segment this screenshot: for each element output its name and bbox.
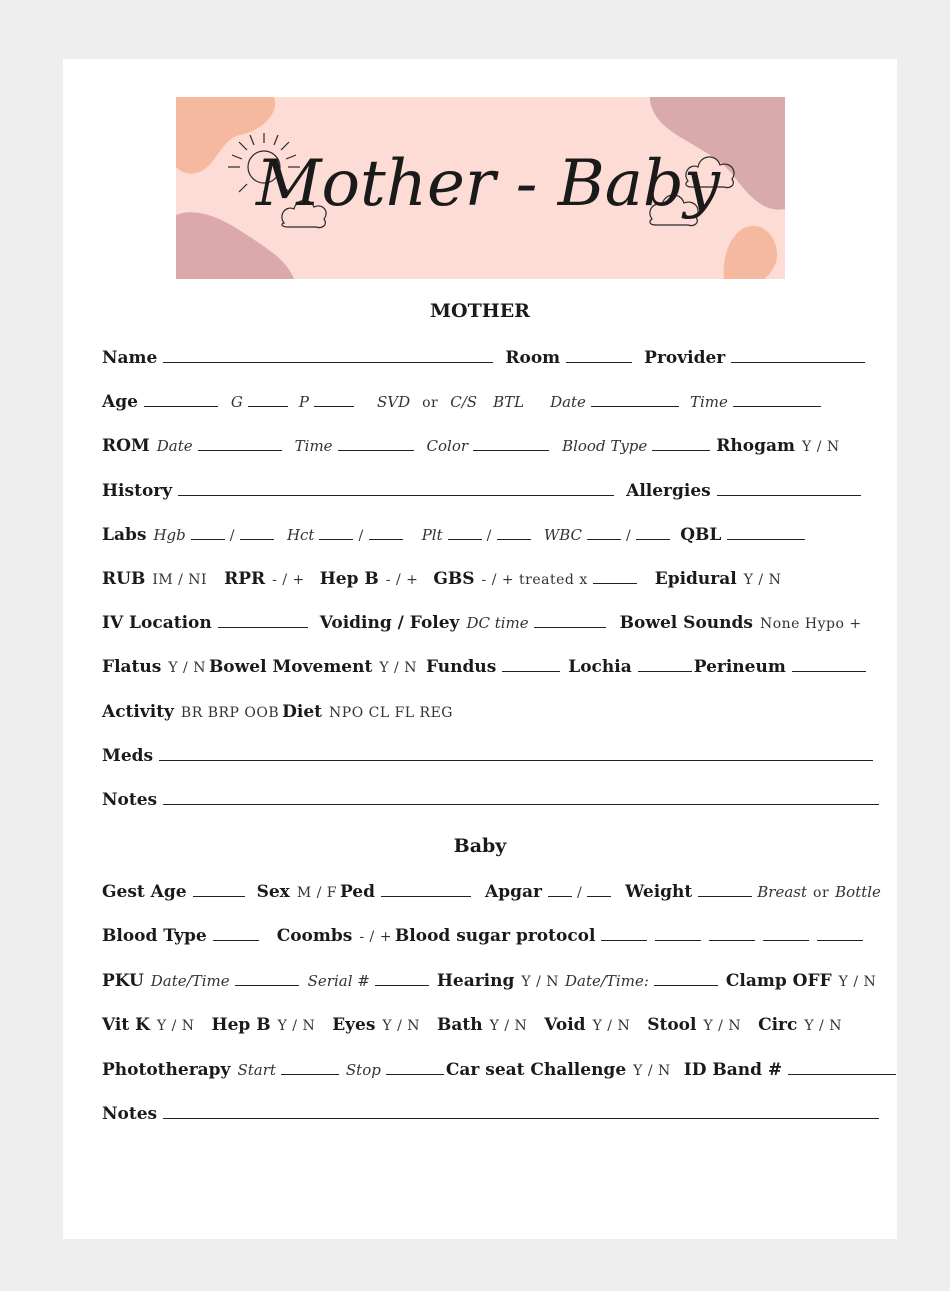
hep-b-label: Hep B bbox=[319, 569, 379, 589]
hct-blank-field[interactable] bbox=[319, 523, 353, 540]
blood-sugar-protocol-blank-field[interactable] bbox=[601, 924, 647, 941]
lochia-label: Lochia bbox=[568, 657, 632, 678]
time-sublabel: Time bbox=[689, 393, 728, 412]
stop-blank-field[interactable] bbox=[386, 1058, 444, 1075]
bottle-sublabel: Bottle bbox=[835, 883, 881, 901]
qbl-label: QBL bbox=[680, 524, 722, 545]
eyes-options[interactable]: Y / N bbox=[382, 1018, 421, 1035]
baby-row bbox=[102, 1013, 845, 1037]
rpr-label: RPR bbox=[224, 569, 266, 589]
blood-sugar-protocol-blank-field[interactable] bbox=[763, 924, 809, 941]
date-time-blank-field[interactable] bbox=[235, 969, 299, 986]
color-blank-field[interactable] bbox=[473, 434, 549, 451]
lochia-blank-field[interactable] bbox=[638, 655, 692, 672]
meds-label: Meds bbox=[102, 745, 154, 766]
notes-label: Notes bbox=[102, 790, 158, 810]
mother-row bbox=[102, 567, 784, 591]
serial-sublabel: Serial # bbox=[307, 971, 370, 990]
wbc-blank-field[interactable] bbox=[587, 523, 621, 540]
p-sublabel: P bbox=[298, 393, 309, 412]
age-label: Age bbox=[102, 392, 138, 413]
room-label: Room bbox=[505, 348, 561, 368]
hct-blank-field[interactable] bbox=[369, 523, 403, 540]
ped-blank-field[interactable] bbox=[381, 880, 471, 897]
hearing-options[interactable]: Y / N bbox=[521, 973, 559, 990]
blood-sugar-protocol-blank-field[interactable] bbox=[655, 924, 701, 941]
sex-options[interactable]: M / F bbox=[296, 885, 337, 901]
allergies-blank-field[interactable] bbox=[717, 479, 861, 496]
weight-label: Weight bbox=[625, 882, 693, 902]
dc-time-sublabel: DC time bbox=[466, 614, 529, 633]
mother-row bbox=[102, 744, 875, 768]
bowel-sounds-options[interactable]: None Hypo + bbox=[759, 616, 862, 633]
date-sublabel: Date bbox=[156, 437, 193, 456]
wbc-blank-field[interactable] bbox=[636, 523, 670, 540]
activity-label: Activity bbox=[102, 701, 174, 722]
name-blank-field[interactable] bbox=[163, 346, 493, 363]
bath-label: Bath bbox=[437, 1015, 483, 1036]
blood-type-sublabel: Blood Type bbox=[562, 437, 648, 456]
mother-row bbox=[102, 788, 881, 812]
blood-type-blank-field[interactable] bbox=[213, 924, 259, 941]
time-blank-field[interactable] bbox=[338, 434, 414, 451]
car-seat-challenge-options[interactable]: Y / N bbox=[633, 1062, 671, 1079]
meds-blank-field[interactable] bbox=[159, 744, 873, 761]
hgb-options[interactable]: / bbox=[229, 527, 235, 544]
start-blank-field[interactable] bbox=[281, 1058, 339, 1075]
blood-sugar-protocol-blank-field[interactable] bbox=[817, 924, 863, 941]
epidural-label: Epidural bbox=[654, 569, 737, 589]
rub-options[interactable]: IM / NI bbox=[152, 572, 208, 588]
hgb-sublabel: Hgb bbox=[153, 525, 186, 544]
hep-b-options[interactable]: - / + bbox=[385, 572, 419, 588]
gest-age-blank-field[interactable] bbox=[193, 880, 245, 897]
flatus-options[interactable]: Y / N bbox=[168, 660, 206, 677]
perineum-blank-field[interactable] bbox=[792, 655, 866, 672]
gbs-blank-field[interactable] bbox=[593, 567, 637, 584]
blood-sugar-protocol-label: Blood sugar protocol bbox=[394, 926, 596, 947]
stool-label: Stool bbox=[647, 1015, 697, 1036]
iv-location-blank-field[interactable] bbox=[218, 611, 308, 628]
bowel-sounds-label: Bowel Sounds bbox=[619, 613, 753, 634]
plt-blank-field[interactable] bbox=[448, 523, 482, 540]
bath-options[interactable]: Y / N bbox=[489, 1018, 528, 1035]
flatus-label: Flatus bbox=[102, 657, 162, 678]
fundus-blank-field[interactable] bbox=[502, 655, 560, 672]
date-time-sublabel: Date/Time bbox=[150, 971, 230, 990]
color-sublabel: Color bbox=[426, 437, 469, 456]
mother-row bbox=[102, 434, 843, 458]
date-blank-field[interactable] bbox=[591, 390, 679, 407]
blood-sugar-protocol-blank-field[interactable] bbox=[709, 924, 755, 941]
name-label: Name bbox=[102, 348, 158, 368]
hearing-label: Hearing bbox=[436, 970, 515, 991]
clamp-off-options[interactable]: Y / N bbox=[838, 973, 877, 990]
mother-row bbox=[102, 611, 865, 635]
mother-row bbox=[102, 700, 456, 724]
mother-row bbox=[102, 479, 863, 503]
hct-options[interactable]: / bbox=[358, 527, 364, 544]
gest-age-label: Gest Age bbox=[102, 882, 187, 902]
mother-row bbox=[102, 655, 868, 679]
circ-options[interactable]: Y / N bbox=[804, 1018, 842, 1035]
fundus-label: Fundus bbox=[425, 657, 497, 678]
breast-options[interactable]: or bbox=[813, 885, 830, 901]
date-blank-field[interactable] bbox=[198, 434, 282, 451]
diet-label: Diet bbox=[282, 701, 323, 722]
rub-label: RUB bbox=[102, 569, 146, 589]
time-sublabel: Time bbox=[294, 437, 333, 456]
blood-type-blank-field[interactable] bbox=[652, 434, 710, 451]
dc-time-blank-field[interactable] bbox=[534, 611, 606, 628]
rom-label: ROM bbox=[102, 436, 150, 457]
stool-options[interactable]: Y / N bbox=[703, 1018, 742, 1035]
plt-options[interactable]: / bbox=[486, 527, 492, 544]
hep-b-options[interactable]: Y / N bbox=[277, 1018, 316, 1035]
svd-sublabel: SVD bbox=[376, 393, 411, 412]
age-blank-field[interactable] bbox=[144, 390, 218, 407]
qbl-blank-field[interactable] bbox=[727, 523, 805, 540]
circ-label: Circ bbox=[758, 1015, 798, 1036]
epidural-options[interactable]: Y / N bbox=[743, 572, 782, 588]
hgb-blank-field[interactable] bbox=[240, 523, 274, 540]
room-blank-field[interactable] bbox=[566, 346, 632, 363]
stop-sublabel: Stop bbox=[345, 1060, 381, 1079]
notes-blank-field[interactable] bbox=[163, 1102, 879, 1119]
hgb-blank-field[interactable] bbox=[191, 523, 225, 540]
mother-row bbox=[102, 523, 807, 547]
baby-row bbox=[102, 1102, 881, 1126]
rhogam-options[interactable]: Y / N bbox=[802, 439, 840, 456]
notes-blank-field[interactable] bbox=[163, 788, 879, 805]
hep-b-label: Hep B bbox=[211, 1015, 271, 1036]
banner-title: Mother - Baby bbox=[255, 147, 721, 221]
g-blank-field[interactable] bbox=[248, 390, 288, 407]
void-options[interactable]: Y / N bbox=[592, 1018, 631, 1035]
mother-row bbox=[102, 346, 867, 370]
coombs-options[interactable]: - / + bbox=[359, 929, 392, 946]
g-sublabel: G bbox=[230, 393, 243, 412]
rhogam-label: Rhogam bbox=[716, 436, 795, 457]
coombs-label: Coombs bbox=[276, 926, 353, 947]
id-band-blank-field[interactable] bbox=[788, 1058, 896, 1075]
apgar-blank-field[interactable] bbox=[548, 880, 572, 897]
provider-label: Provider bbox=[644, 348, 726, 368]
time-blank-field[interactable] bbox=[733, 390, 821, 407]
c-s-sublabel: C/S bbox=[450, 393, 478, 412]
gbs-options[interactable]: - / + treated x bbox=[481, 572, 588, 588]
form-page bbox=[63, 59, 897, 1239]
gbs-label: GBS bbox=[433, 569, 475, 589]
notes-label: Notes bbox=[102, 1104, 158, 1124]
blood-type-label: Blood Type bbox=[102, 926, 207, 947]
apgar-blank-field[interactable] bbox=[587, 880, 611, 897]
date-time-sublabel: Date/Time: bbox=[565, 971, 649, 990]
bowel-movement-options[interactable]: Y / N bbox=[379, 660, 417, 677]
activity-options[interactable]: BR BRP OOB bbox=[180, 704, 280, 721]
baby-section-heading: Baby bbox=[453, 835, 507, 857]
plt-sublabel: Plt bbox=[421, 525, 443, 544]
p-blank-field[interactable] bbox=[314, 390, 354, 407]
iv-location-label: IV Location bbox=[102, 613, 212, 634]
clamp-off-label: Clamp OFF bbox=[725, 970, 832, 991]
baby-row bbox=[102, 924, 865, 948]
car-seat-challenge-label: Car seat Challenge bbox=[445, 1059, 627, 1080]
id-band-label: ID Band # bbox=[683, 1059, 783, 1080]
mother-section-heading: MOTHER bbox=[430, 300, 530, 322]
mother-row bbox=[102, 390, 823, 414]
history-label: History bbox=[102, 480, 173, 501]
labs-label: Labs bbox=[102, 524, 147, 545]
provider-blank-field[interactable] bbox=[731, 346, 865, 363]
allergies-label: Allergies bbox=[626, 480, 711, 501]
apgar-options[interactable]: / bbox=[576, 885, 583, 901]
baby-row bbox=[102, 880, 884, 904]
breast-sublabel: Breast bbox=[757, 883, 808, 901]
phototherapy-label: Phototherapy bbox=[102, 1059, 231, 1080]
diet-options[interactable]: NPO CL FL REG bbox=[329, 704, 453, 721]
history-blank-field[interactable] bbox=[178, 479, 614, 496]
apgar-label: Apgar bbox=[485, 882, 542, 902]
serial-blank-field[interactable] bbox=[375, 969, 429, 986]
vit-k-label: Vit K bbox=[102, 1015, 150, 1036]
date-sublabel: Date bbox=[550, 393, 586, 412]
vit-k-options[interactable]: Y / N bbox=[156, 1018, 195, 1035]
wbc-sublabel: WBC bbox=[543, 525, 583, 544]
bowel-movement-label: Bowel Movement bbox=[208, 657, 373, 678]
btl-sublabel: BTL bbox=[493, 393, 525, 412]
start-sublabel: Start bbox=[237, 1060, 276, 1079]
date-time-blank-field[interactable] bbox=[654, 969, 718, 986]
weight-blank-field[interactable] bbox=[698, 880, 752, 897]
perineum-label: Perineum bbox=[693, 657, 786, 678]
pku-label: PKU bbox=[102, 970, 144, 991]
baby-row bbox=[102, 969, 879, 993]
eyes-label: Eyes bbox=[332, 1015, 376, 1036]
hct-sublabel: Hct bbox=[286, 525, 315, 544]
header-banner bbox=[176, 97, 785, 279]
plt-blank-field[interactable] bbox=[497, 523, 531, 540]
wbc-options[interactable]: / bbox=[626, 527, 632, 544]
sex-label: Sex bbox=[256, 882, 290, 902]
ped-label: Ped bbox=[339, 882, 376, 902]
baby-row bbox=[102, 1058, 898, 1082]
void-label: Void bbox=[544, 1015, 586, 1036]
rpr-options[interactable]: - / + bbox=[272, 572, 305, 588]
svd-options[interactable]: or bbox=[422, 395, 439, 412]
voiding-foley-label: Voiding / Foley bbox=[319, 613, 460, 634]
